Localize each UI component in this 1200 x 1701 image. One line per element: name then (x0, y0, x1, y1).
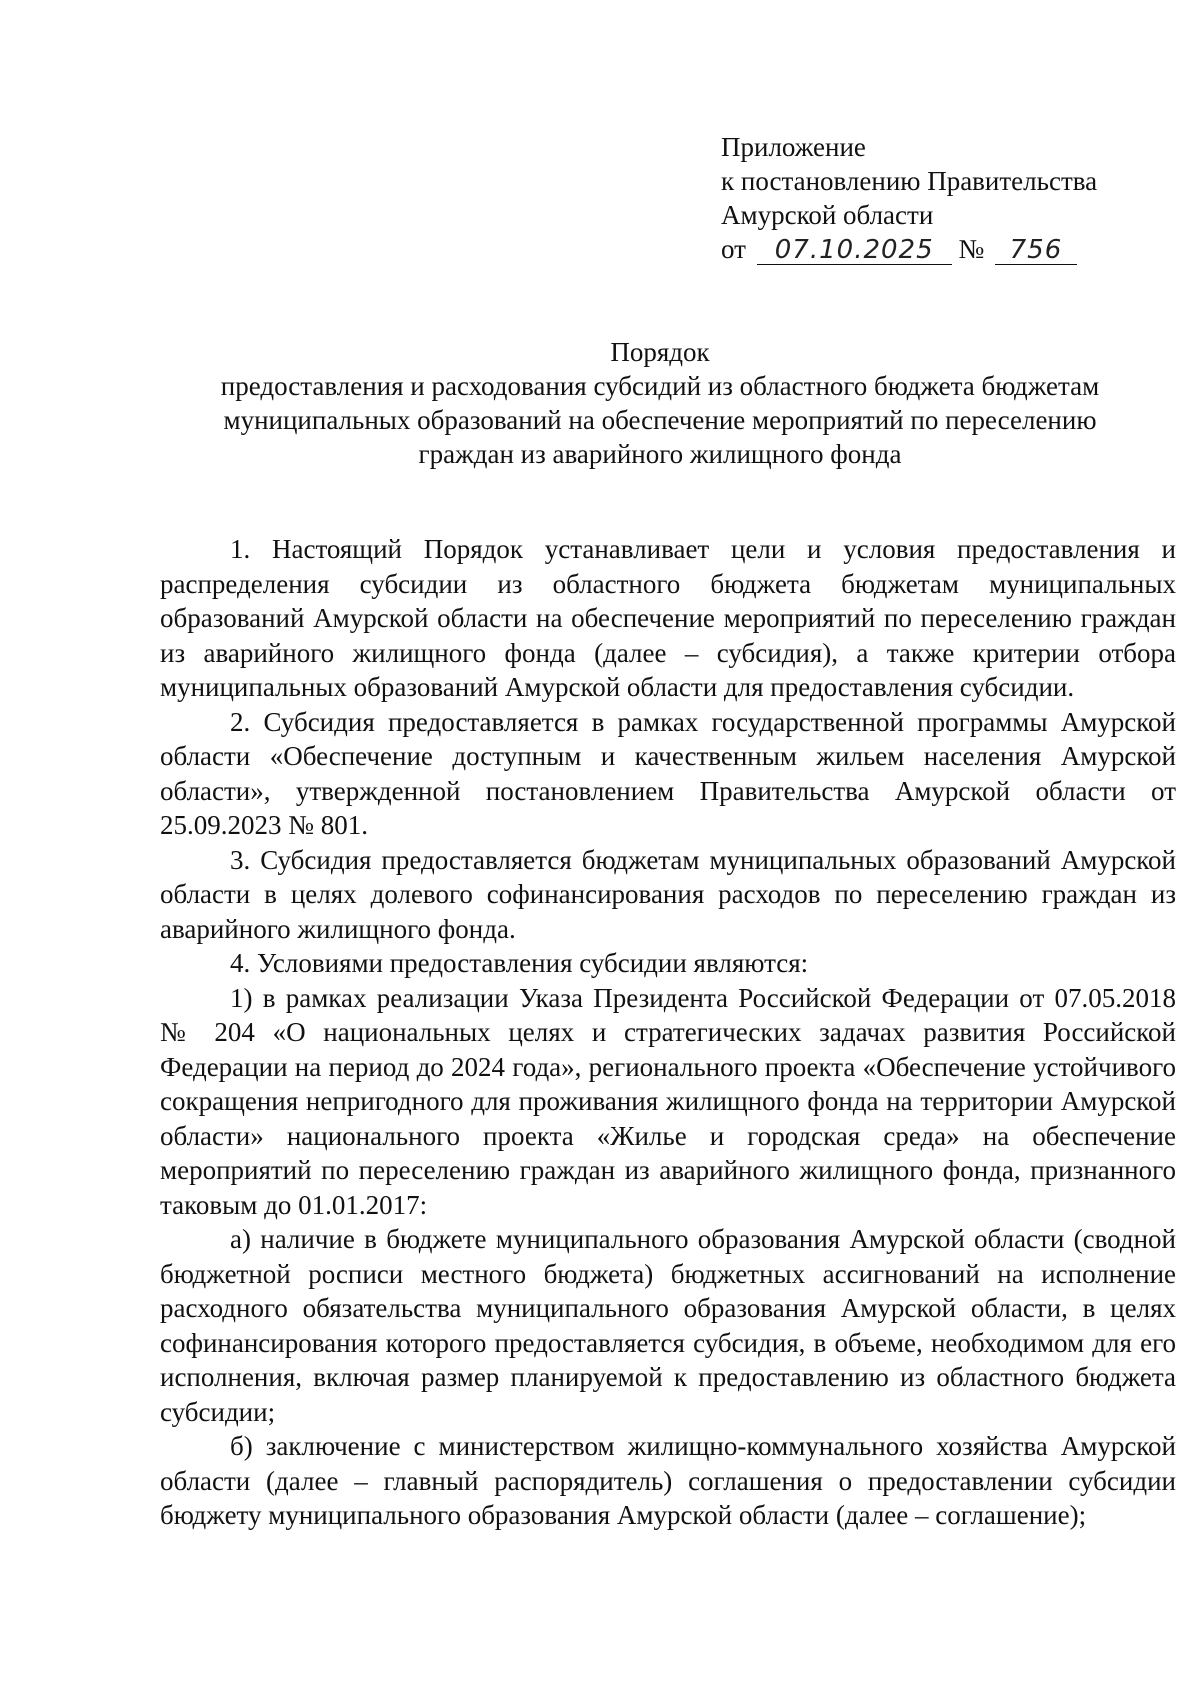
paragraph-2: 2. Субсидия предоставляется в рамках государственной программы Амурской области «Обеспечение доступным и качественным жильем населения Амурской области», утвержденной постановлением Правительства Амурской области от 25.09.2023 № 801. (160, 706, 1176, 840)
title-line-3: муниципальных образований на обеспечение мероприятий по переселению (223, 405, 1097, 435)
appendix-date-line (721, 232, 1141, 266)
paragraph-4-1: 1) в рамках реализации Указа Президента Российской Федерации от 07.05.2018 № 204 «О национальных целях и стратегических задачах развития Российской Федерации на период до 2024 года», регионального проекта «Обеспечение устойчивого сокращения непригодного для проживания жилищного фонда на территории Амурской области» национального проекта «Жилье и городская среда» на обеспечение мероприятий по переселению граждан из аварийного жилищного фонда, признанного таковым до 01.01.2017: (160, 982, 1176, 1220)
document-body (160, 532, 1176, 1533)
appendix-header (721, 130, 1141, 266)
paragraph-3: 3. Субсидия предоставляется бюджетам муниципальных образований Амурской области в целях долевого софинансирования расходов по переселению граждан из аварийного жилищного фонда. (160, 844, 1176, 944)
appendix-line-3: Амурской области (721, 200, 934, 230)
title-line-4: граждан из аварийного жилищного фонда (418, 439, 902, 469)
paragraph-4-1-b: б) заключение с министерством жилищно-коммунального хозяйства Амурской области (далее – главный распорядитель) соглашения о предоставлении субсидии бюджету муниципального образования Амурской области (далее – соглашение); (160, 1431, 1176, 1530)
title-line-2: предоставления и расходования субсидий из областного бюджета бюджетам (220, 371, 1100, 401)
handwritten-number: 756 (995, 236, 1077, 265)
appendix-line-1: Приложение (721, 132, 866, 162)
number-prefix: № (958, 234, 985, 264)
date-prefix: от (721, 234, 746, 264)
paragraph-4-1-a: а) наличие в бюджете муниципального образования Амурской области (сводной бюджетной росписи местного бюджета) бюджетных ассигнований на исполнение расходного обязательства муниципального образования Амурской области, в целях софинансирования которого предоставляется субсидия, в объеме, необходимом для его исполнения, включая размер планируемой к предоставлению из областного бюджета субсидии; (160, 1224, 1176, 1427)
handwritten-date: 07.10.2025 (757, 236, 952, 265)
title-line-1: Порядок (610, 337, 710, 367)
paragraph-4: 4. Условиями предоставления субсидии являются: (230, 948, 809, 978)
appendix-line-2: к постановлению Правительства (721, 166, 1098, 196)
paragraph-1: 1. Настоящий Порядок устанавливает цели и условия предоставления и распределения субсидии из областного бюджета бюджетам муниципальных образований Амурской области на обеспечение мероприятий по переселению граждан из аварийного жилищного фонда (далее – субсидия), а также критерии отбора муниципальных образований Амурской области для предоставления субсидии. (160, 534, 1176, 702)
document-title (160, 335, 1160, 471)
